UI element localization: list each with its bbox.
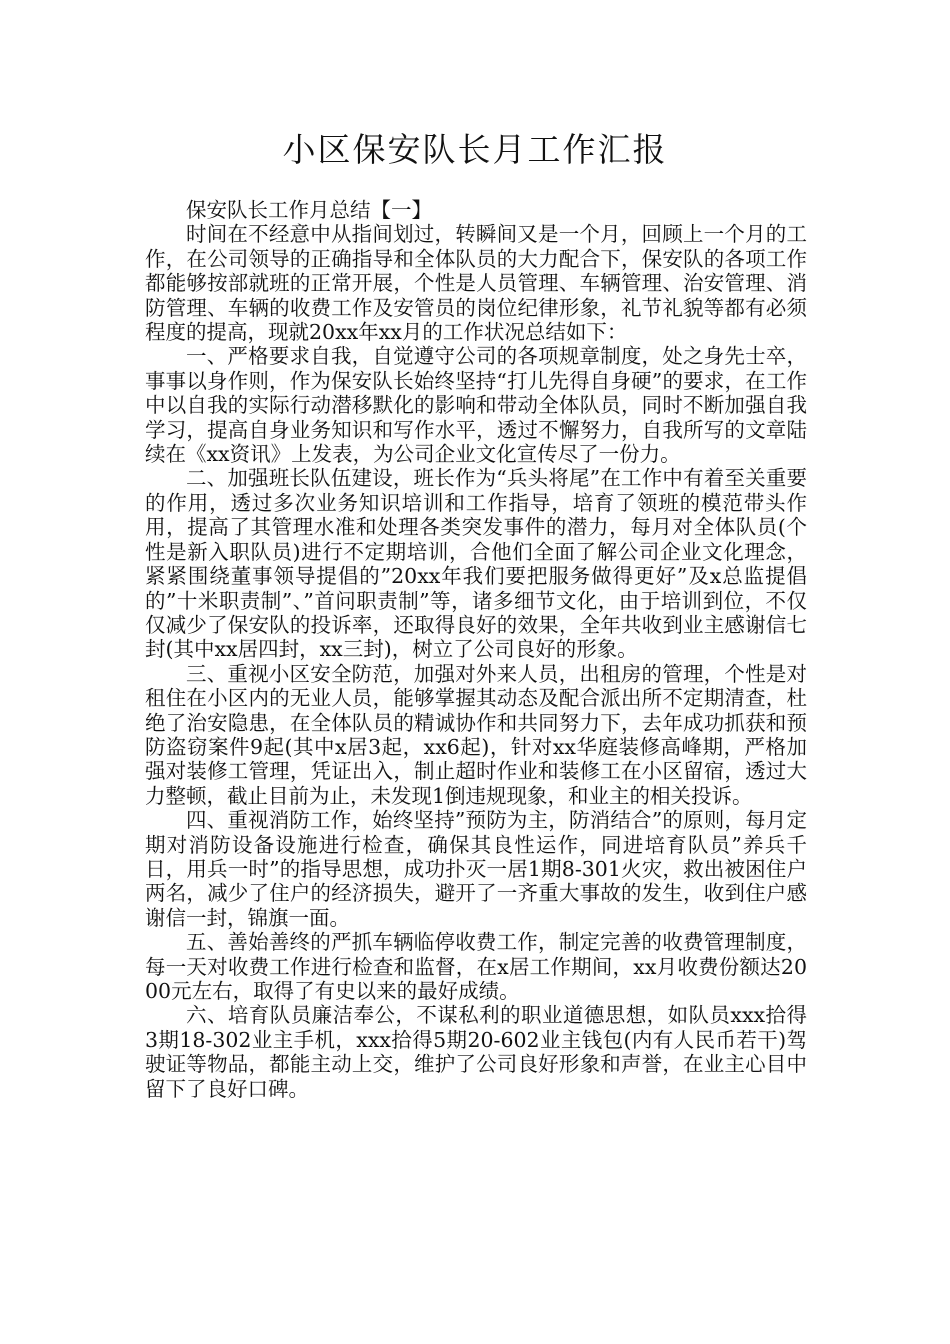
document-title: 小区保安队长月工作汇报 [282,130,668,169]
document-body [145,198,807,1101]
section-heading: 保安队长工作月总结【一】 [186,198,432,222]
paragraph-6: 六、培育队员廉洁奉公，不谋私利的职业道德思想，如队员xxx拾得3期18-302业主手机，xxx拾得5期20-602业主钱包(内有人民币若干)驾驶证等物品，都能主动上交，维护了公司良好形象和声誉，在业主心目中留下了良好口碑。 [145,1003,807,1101]
paragraph-5: 五、善始善终的严抓车辆临停收费工作，制定完善的收费管理制度，每一天对收费工作进行检查和监督，在x居工作期间，xx月收费份额达2000元左右，取得了有史以来的最好成绩。 [145,930,807,1003]
paragraph-3: 三、重视小区安全防范，加强对外来人员，出租房的管理，个性是对租住在小区内的无业人员，能够掌握其动态及配合派出所不定期清查，杜绝了治安隐患，在全体队员的精诚协作和共同努力下，去年成功抓获和预防盗窃案件9起(其中x居3起，xx6起)，针对xx华庭装修高峰期，严格加强对装修工管理，凭证出入，制止超时作业和装修工在小区留宿，透过大力整顿，截止目前为止，未发现1倒违规现象，和业主的相关投诉。 [145,661,807,808]
paragraph-4: 四、重视消防工作，始终坚持”预防为主，防消结合”的原则，每月定期对消防设备设施进行检查，确保其良性运作，同进培育队员”养兵千日，用兵一时”的指导思想，成功扑灭一居1期8-301火灾，救出被困住户两名，减少了住户的经济损失，避开了一齐重大事故的发生，收到住户感谢信一封，锦旗一面。 [145,808,807,930]
paragraph-2: 二、加强班长队伍建设，班长作为“兵头将尾”在工作中有着至关重要的作用，透过多次业务知识培训和工作指导，培育了领班的模范带头作用，提高了其管理水准和处理各类突发事件的潜力，每月对全体队员(个性是新入职队员)进行不定期培训，合他们全面了解公司企业文化理念，紧紧围绕董事领导提倡的”20xx年我们要把服务做得更好”及x总监提倡的”十米职责制”、”首问职责制”等，诸多细节文化，由于培训到位，不仅仅减少了保安队的投诉率，还取得良好的效果，全年共收到业主感谢信七封(其中xx居四封，xx三封)，树立了公司良好的形象。 [145,466,807,662]
paragraph-intro: 时间在不经意中从指间划过，转瞬间又是一个月，回顾上一个月的工作，在公司领导的正确指导和全体队员的大力配合下，保安队的各项工作都能够按部就班的正常开展，个性是人员管理、车辆管理、治安管理、消防管理、车辆的收费工作及安管员的岗位纪律形象，礼节礼貌等都有必须程度的提高，现就20xx年xx月的工作状况总结如下： [145,222,807,345]
paragraph-1: 一、严格要求自我，自觉遵守公司的各项规章制度，处之身先士卒，事事以身作则，作为保安队长始终坚持“打儿先得自身硬”的要求，在工作中以自我的实际行动潜移默化的影响和带动全体队员，同时不断加强自我学习，提高自身业务知识和写作水平，透过不懈努力，自我所写的文章陆续在《xx资讯》上发表，为公司企业文化宣传尽了一份力。 [145,344,807,467]
